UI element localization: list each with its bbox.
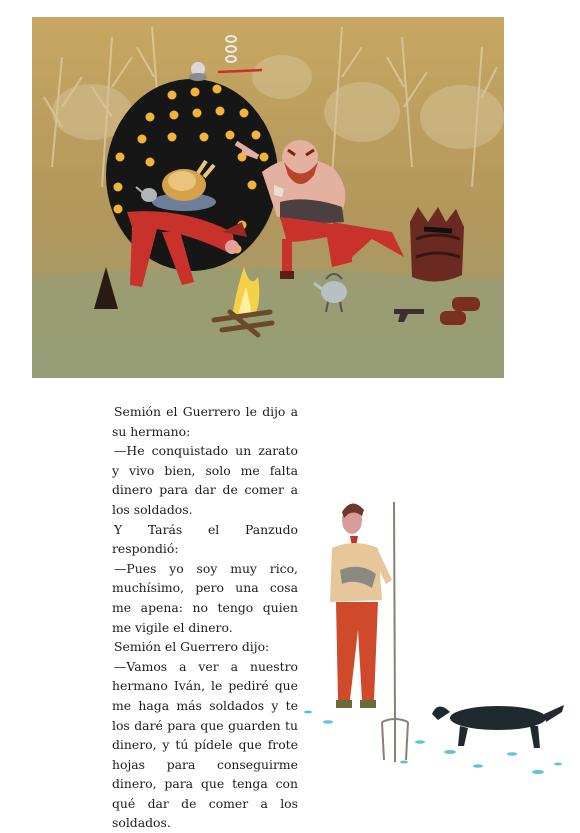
armor-cuirass <box>410 207 464 282</box>
man-figure <box>330 503 392 708</box>
paragraph: Y Tarás el Panzudo respondió: <box>112 521 298 557</box>
pitchfork <box>382 502 408 762</box>
story-text <box>112 402 298 833</box>
paragraph: —Vamos a ver a nuestro hermano Iván, le pediré que me haga más soldados y te los daré para que guarden tu dinero, y tú pídele que frote hojas para conseguirme dinero, para que tenga con qué dar de comer a los soldados. <box>112 658 298 831</box>
paragraph: Semión el Guerrero le dijo a su hermano: <box>112 404 298 439</box>
illustration-man-with-pitchfork-and-dog <box>300 490 580 800</box>
paragraph: —He conquistado un zarato y vivo bien, solo me falta dinero para dar de comer a los soldados. <box>112 443 298 517</box>
illustration-feast-scene <box>32 17 504 378</box>
black-dog <box>432 705 564 748</box>
paragraph: Semión el Guerrero dijo: <box>114 639 270 655</box>
paragraph: —Pues yo soy muy rico, muchísimo, pero una cosa me apena: no tengo quien me vigile el dinero. <box>112 560 298 635</box>
